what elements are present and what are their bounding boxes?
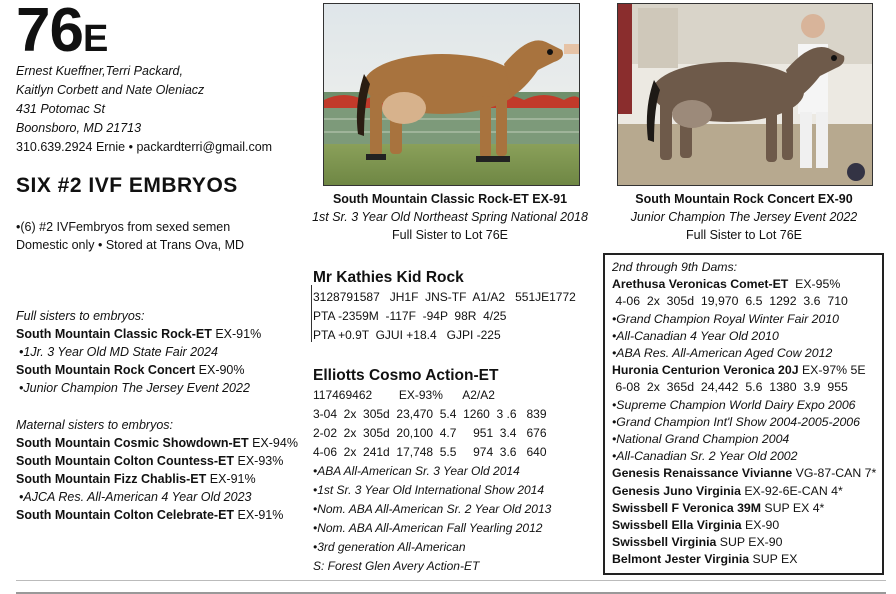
dam-record-1: 3-04 2x 305d 23,470 5.4 1260 3 .6 839: [313, 407, 547, 421]
photo-1-note: 1st Sr. 3 Year Old Northeast Spring National 2018: [312, 210, 588, 224]
maternal-sister-2-name: South Mountain Colton Countess-ET: [16, 454, 235, 468]
consignor-names-1: Ernest Kueffner,Terri Packard,: [16, 64, 183, 78]
full-sister-2-score: EX-90%: [195, 363, 245, 377]
dam8-score: SUP EX-90: [716, 535, 783, 550]
dam9: [612, 551, 882, 568]
dam8-name: Swissbell Virginia: [612, 535, 717, 550]
maternal-sisters-section: [16, 416, 298, 524]
maternal-sister-2-score: EX-93%: [234, 454, 284, 468]
bottom-divider: [16, 580, 886, 581]
full-sister-2: [16, 361, 261, 379]
full-sister-1-note: •1Jr. 3 Year Old MD State Fair 2024: [19, 345, 218, 359]
dam6: [612, 500, 882, 517]
lot-details: [16, 218, 244, 254]
photo-2-note: Junior Champion The Jersey Event 2022: [630, 210, 858, 224]
dam2-note-1: •Grand Champion Royal Winter Fair 2010: [612, 311, 840, 326]
dam6-name: Swissbell F Veronica 39M: [612, 500, 761, 515]
sire-ids: 3128791587 JH1F JNS-TF A1/A2 551JE1772: [313, 290, 576, 304]
dam7-name: Swissbell Ella Virginia: [612, 518, 742, 533]
dam2-score: EX-95%: [788, 277, 841, 292]
photo-classic-rock-caption: [300, 190, 600, 244]
photo-2-relation: Full Sister to Lot 76E: [685, 228, 803, 242]
lot-number: [16, 0, 107, 70]
photo-1-relation: Full Sister to Lot 76E: [391, 228, 509, 242]
photo-rock-concert: [617, 3, 873, 186]
dam7-score: EX-90: [741, 518, 780, 533]
dam9-name: Belmont Jester Virginia: [612, 552, 750, 567]
dam-record-3: 4-06 2x 241d 17,748 5.5 974 3.6 640: [313, 445, 547, 459]
dam-note-1: •ABA All-American Sr. 3 Year Old 2014: [313, 464, 520, 478]
lot-headline: SIX #2 IVF EMBRYOS: [16, 174, 238, 197]
consignor-city: Boonsboro, MD 21713: [16, 121, 142, 135]
dam-note-4: •Nom. ABA All-American Fall Yearling 2012: [313, 521, 543, 535]
photo-1-name: South Mountain Classic Rock-ET EX-91: [332, 192, 568, 206]
dam2-note-2: •All-Canadian 4 Year Old 2010: [612, 328, 779, 343]
dam5-name: Genesis Juno Virginia: [612, 483, 741, 498]
sire-name: Mr Kathies Kid Rock: [313, 269, 464, 286]
dam3-score: EX-97% 5E: [798, 363, 866, 378]
dams-box-label: 2nd through 9th Dams:: [612, 260, 738, 274]
dam6-score: SUP EX 4*: [761, 500, 825, 515]
dam5-score: EX-92-6E-CAN 4*: [740, 483, 843, 498]
maternal-sister-3-name: South Mountain Fizz Chablis-ET: [16, 472, 207, 486]
dam3-note-3: •National Grand Champion 2004: [612, 432, 790, 447]
maternal-sister-2: [16, 452, 298, 470]
photo-rock-concert-caption: [594, 190, 894, 244]
maternal-sister-4: [16, 506, 298, 524]
photo-classic-rock: [323, 3, 580, 186]
dam-note-3: •Nom. ABA All-American Sr. 2 Year Old 2013: [313, 502, 552, 516]
consignor-block: [16, 62, 272, 157]
dams-box: [603, 253, 884, 575]
dam-note-2: •1st Sr. 3 Year Old International Show 2014: [313, 483, 545, 497]
consignor-street: 431 Potomac St: [16, 102, 105, 116]
dam-sire-line: S: Forest Glen Avery Action-ET: [313, 559, 480, 573]
maternal-sisters-label: Maternal sisters to embryos:: [16, 418, 173, 432]
dam8: [612, 534, 882, 551]
dam4-score: VG-87-CAN 7*: [792, 466, 877, 481]
dam2: [612, 276, 882, 293]
maternal-sister-1-name: South Mountain Cosmic Showdown-ET: [16, 436, 249, 450]
details-line-2: Domestic only • Stored at Trans Ova, MD: [16, 238, 245, 252]
maternal-sister-1-score: EX-94%: [248, 436, 298, 450]
consignor-names-2: Kaitlyn Corbett and Nate Oleniacz: [16, 83, 205, 97]
dam9-score: SUP EX: [749, 552, 798, 567]
full-sisters-label: Full sisters to embryos:: [16, 309, 145, 323]
dam2-note-3: •ABA Res. All-American Aged Cow 2012: [612, 346, 833, 361]
dam3-note-2: •Grand Champion Int'l Show 2004-2005-2006: [612, 414, 860, 429]
dam2-record: 4-06 2x 305d 19,970 6.5 1292 3.6 710: [612, 294, 848, 309]
full-sister-1-score: EX-91%: [211, 327, 262, 341]
full-sister-1: [16, 325, 261, 343]
dam3: [612, 362, 882, 379]
maternal-sister-4-score: EX-91%: [234, 508, 284, 522]
dam3-record: 6-08 2x 365d 24,442 5.6 1380 3.9 955: [612, 380, 848, 395]
dam-block: [313, 366, 551, 576]
dam3-note-4: •All-Canadian Sr. 2 Year Old 2002: [612, 449, 798, 464]
dam7: [612, 517, 882, 534]
dam4: [612, 465, 882, 482]
consignor-contact: 310.639.2924 Ernie • packardterri@gmail.com: [16, 140, 273, 154]
cow-photo-1-image: [324, 4, 579, 185]
maternal-sister-1: [16, 434, 298, 452]
lot-number-digits: 76: [16, 0, 83, 65]
dam-name: Elliotts Cosmo Action-ET: [313, 367, 499, 384]
full-sister-2-name: South Mountain Rock Concert: [16, 363, 196, 377]
cow-photo-2-image: [618, 4, 872, 185]
maternal-sister-3-score: EX-91%: [206, 472, 256, 486]
dam-record-2: 2-02 2x 305d 20,100 4.7 951 3.4 676: [313, 426, 547, 440]
dam3-name: Huronia Centurion Veronica 20J: [612, 363, 799, 378]
dam3-note-1: •Supreme Champion World Dairy Expo 2006: [612, 397, 856, 412]
dam-ids: 117469462 EX-93% A2/A2: [313, 388, 495, 402]
lot-number-suffix: E: [82, 18, 108, 60]
sire-pta-2: PTA +0.9T GJUI +18.4 GJPI -225: [313, 328, 501, 342]
sire-block: [313, 268, 576, 345]
full-sister-1-name: South Mountain Classic Rock-ET: [16, 327, 212, 341]
dam4-name: Genesis Renaissance Vivianne: [612, 466, 793, 481]
sire-pta-1: PTA -2359M -117F -94P 98R 4/25: [313, 309, 507, 323]
photo-2-name: South Mountain Rock Concert EX-90: [635, 192, 853, 206]
maternal-sister-4-name: South Mountain Colton Celebrate-ET: [16, 508, 235, 522]
dam5: [612, 483, 882, 500]
details-line-1: •(6) #2 IVFembryos from sexed semen: [16, 220, 231, 234]
dam2-name: Arethusa Veronicas Comet-ET: [612, 277, 789, 292]
dam-note-5: •3rd generation All-American: [313, 540, 466, 554]
maternal-sister-3-note: •AJCA Res. All-American 4 Year Old 2023: [19, 490, 252, 504]
full-sister-2-note: •Junior Champion The Jersey Event 2022: [19, 381, 250, 395]
maternal-sister-3: [16, 470, 298, 488]
sire-divider: [311, 285, 312, 342]
full-sisters-section: [16, 307, 261, 397]
